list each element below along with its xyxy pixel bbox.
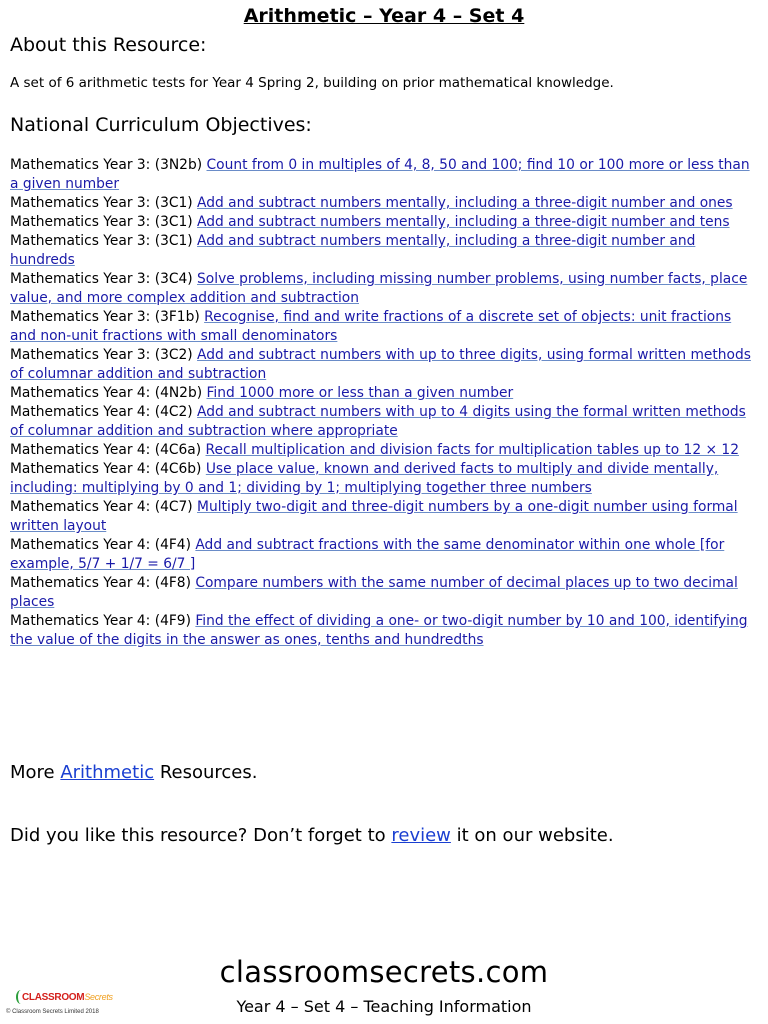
- objective-link[interactable]: Use place value, known and derived facts to multiply and divide mentally, including: multiplying by 0 and 1; dividing by 1; multiplying together three numbers: [10, 461, 719, 496]
- objective-code: Mathematics Year 3: (3C1): [10, 195, 198, 211]
- objective-link[interactable]: Multiply two-digit and three-digit numbers by a one-digit number using formal written layout: [10, 499, 738, 534]
- objective-link[interactable]: Add and subtract numbers mentally, including a three-digit number and hundreds: [10, 233, 696, 268]
- objective-item: [10, 156, 754, 194]
- objective-code: Mathematics Year 3: (3N2b): [10, 157, 207, 173]
- objective-item: [10, 384, 754, 403]
- objective-link[interactable]: Recognise, find and write fractions of a discrete set of objects: unit fractions and non-unit fractions with small denominators: [10, 309, 732, 344]
- page-title: Arithmetic – Year 4 – Set 4: [243, 5, 525, 27]
- about-text: A set of 6 arithmetic tests for Year 4 Spring 2, building on prior mathematical knowledge.: [10, 75, 614, 91]
- objective-item: [10, 270, 754, 308]
- objective-link[interactable]: Recall multiplication and division facts for multiplication tables up to 12 × 12: [205, 442, 739, 458]
- more-resources-before: More: [10, 762, 61, 783]
- logo-word-secrets: Secrets: [84, 992, 113, 1002]
- objective-item: [10, 498, 754, 536]
- objective-item: [10, 346, 754, 384]
- objective-code: Mathematics Year 3: (3C1): [10, 214, 198, 230]
- objective-code: Mathematics Year 3: (3C4): [10, 271, 198, 287]
- objective-code: Mathematics Year 4: (4C6b): [10, 461, 206, 477]
- review-prompt-line: [10, 825, 614, 846]
- objectives-heading: National Curriculum Objectives:: [10, 114, 312, 136]
- objective-link[interactable]: Solve problems, including missing number problems, using number facts, place value, and more complex addition and subtraction: [10, 271, 748, 306]
- footer-subtitle: Year 4 – Set 4 – Teaching Information: [236, 997, 532, 1016]
- review-prompt-before: Did you like this resource? Don’t forget to: [10, 825, 392, 846]
- objective-item: [10, 403, 754, 441]
- objective-link[interactable]: Add and subtract numbers mentally, including a three-digit number and tens: [197, 214, 730, 230]
- more-resources-line: [10, 762, 257, 783]
- objective-code: Mathematics Year 4: (4F9): [10, 613, 196, 629]
- objective-link[interactable]: Count from 0 in multiples of 4, 8, 50 and 100; find 10 or 100 more or less than a given number: [10, 157, 750, 192]
- logo-word-classroom: CLASSROOM: [22, 992, 85, 1003]
- objective-link[interactable]: Find 1000 more or less than a given number: [206, 385, 514, 401]
- objective-code: Mathematics Year 4: (4F4): [10, 537, 196, 553]
- objective-item: [10, 612, 754, 650]
- objective-link[interactable]: Find the effect of dividing a one- or two-digit number by 10 and 100, identifying the value of the digits in the answer as ones, tenths and hundredths: [10, 613, 748, 648]
- more-resources-after: Resources.: [154, 762, 258, 783]
- objective-code: Mathematics Year 4: (4C2): [10, 404, 198, 420]
- objective-code: Mathematics Year 4: (4N2b): [10, 385, 207, 401]
- objective-code: Mathematics Year 3: (3C1): [10, 233, 198, 249]
- objective-link[interactable]: Add and subtract numbers mentally, including a three-digit number and ones: [197, 195, 733, 211]
- objective-link[interactable]: Add and subtract numbers with up to three digits, using formal written methods of columnar addition and subtraction: [10, 347, 751, 382]
- objective-link[interactable]: Add and subtract numbers with up to 4 digits using the formal written methods of columnar addition and subtraction where appropriate: [10, 404, 746, 439]
- arithmetic-resources-link[interactable]: Arithmetic: [60, 762, 155, 783]
- about-heading: About this Resource:: [10, 34, 207, 56]
- objective-code: Mathematics Year 4: (4C7): [10, 499, 198, 515]
- objective-code: Mathematics Year 4: (4F8): [10, 575, 196, 591]
- objective-item: [10, 460, 754, 498]
- objective-item: [10, 441, 754, 460]
- objective-item: [10, 194, 754, 213]
- copyright-notice: © Classroom Secrets Limited 2018: [6, 1009, 99, 1015]
- objective-link[interactable]: Add and subtract fractions with the same denominator within one whole [for example, 5/7 + 1/7 = 6/7 ]: [10, 537, 725, 572]
- objective-code: Mathematics Year 3: (3F1b): [10, 309, 205, 325]
- review-link[interactable]: review: [391, 825, 451, 846]
- objective-item: [10, 574, 754, 612]
- objective-item: [10, 536, 754, 574]
- objective-item: [10, 213, 754, 232]
- objective-code: Mathematics Year 4: (4C6a): [10, 442, 206, 458]
- objective-item: [10, 308, 754, 346]
- objective-link[interactable]: Compare numbers with the same number of decimal places up to two decimal places: [10, 575, 738, 610]
- objective-code: Mathematics Year 3: (3C2): [10, 347, 198, 363]
- review-prompt-after: it on our website.: [450, 825, 614, 846]
- objectives-list: [10, 156, 754, 650]
- objective-item: [10, 232, 754, 270]
- footer-website: classroomsecrets.com: [219, 955, 549, 989]
